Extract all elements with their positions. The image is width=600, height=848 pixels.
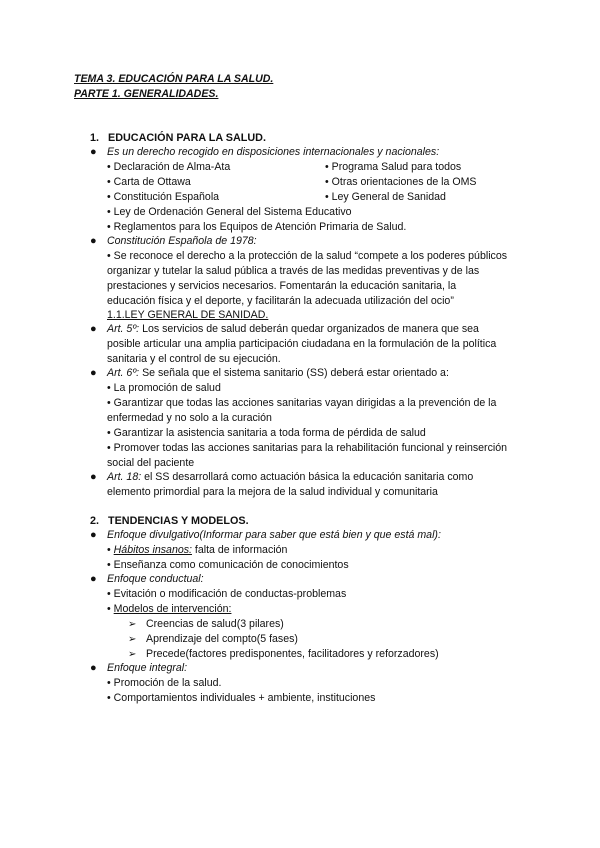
arrow-bullet-icon: ➢ [128,619,137,630]
list-item [107,602,231,617]
bullet-icon: ● [90,367,97,379]
intro-text: Es un derecho recogido en disposiciones internacionales y nacionales: [107,146,440,158]
paragraph-line: • Se reconoce el derecho a la protección de la salud “compete a los poderes públicos [107,250,508,262]
art5-label: Art. 5º: [107,323,140,335]
paragraph-line [107,470,473,485]
art18-label: Art. 18: [107,471,142,483]
document-title: TEMA 3. EDUCACIÓN PARA LA SALUD. [74,73,274,85]
bullet-icon: ● [90,323,97,335]
constitucion-label: Constitución Española de 1978: [107,235,257,247]
section-2-title: TENDENCIAS Y MODELOS. [108,515,249,527]
list-item: • Ley de Ordenación General del Sistema Educativo [107,206,352,218]
sub-bullet: • [107,544,114,556]
paragraph-line: prestaciones y servicios necesarios. Fomentarán la educación sanitaria, la [107,280,457,292]
paragraph-line: sanitaria y el control de su ejecución. [107,353,281,365]
paragraph-line: educación física y el deporte, y facilitarán la adecuada utilización del ocio” [107,295,454,307]
list-item: • Promoción de la salud. [107,677,222,689]
sub-bullet: • [107,603,114,615]
paragraph-line [107,366,449,381]
section-1-number: 1. [90,132,100,144]
list-item: • La promoción de salud [107,382,221,394]
list-item: • Constitución Española [107,191,220,203]
paragraph-line: enfermedad y no solo a la curación [107,412,272,424]
list-item: • Garantizar la asistencia sanitaria a toda forma de pérdida de salud [107,427,426,439]
divulgativo-label: Enfoque divulgativo(Informar para saber que está bien y que está mal): [107,529,441,541]
paragraph-line: social del paciente [107,457,195,469]
list-item: • Garantizar que todas las acciones sanitarias vayan dirigidas a la prevención de la [107,397,497,409]
list-item: • Promover todas las acciones sanitarias para la rehabilitación funcional y reinserción [107,442,508,454]
paragraph-line [107,322,479,337]
modelos-label: Modelos de intervención: [113,603,232,615]
list-item [107,543,287,558]
section-1-title: EDUCACIÓN PARA LA SALUD. [108,132,266,144]
arrow-bullet-icon: ➢ [128,634,137,645]
list-item: • Evitación o modificación de conductas-problemas [107,588,347,600]
bullet-icon: ● [90,471,97,483]
habitos-label: Hábitos insanos: [113,544,192,556]
bullet-icon: ● [90,529,97,541]
integral-label: Enfoque integral: [107,662,188,674]
art6-label: Art. 6º: [107,367,140,379]
ley-general-heading: 1.1.LEY GENERAL DE SANIDAD. [107,309,269,321]
list-item: Aprendizaje del compto(5 fases) [146,633,298,645]
conductual-label: Enfoque conductual: [107,573,204,585]
paragraph-line: elemento primordial para la mejora de la salud individual y comunitaria [107,486,438,498]
art6-text: Se señala que el sistema sanitario (SS) deberá estar orientado a: [139,367,449,379]
list-item: • Reglamentos para los Equipos de Atención Primaria de Salud. [107,221,407,233]
bullet-icon: ● [90,235,97,247]
paragraph-line: posible articular una amplia participación ciudadana en la formulación de la política [107,338,497,350]
list-item: • Ley General de Sanidad [325,191,446,203]
list-item: Precede(factores predisponentes, facilitadores y reforzadores) [146,648,439,660]
bullet-icon: ● [90,662,97,674]
arrow-bullet-icon: ➢ [128,649,137,660]
list-item: • Comportamientos individuales + ambiente, instituciones [107,692,376,704]
bullet-icon: ● [90,146,97,158]
list-item: • Carta de Ottawa [107,176,191,188]
document-subtitle: PARTE 1. GENERALIDADES. [74,88,219,100]
section-1-heading [90,131,266,146]
list-item: • Programa Salud para todos [325,161,462,173]
bullet-icon: ● [90,573,97,585]
habitos-text: falta de información [191,544,288,556]
art18-text: el SS desarrollará como actuación básica la educación sanitaria como [141,471,474,483]
list-item: • Otras orientaciones de la OMS [325,176,477,188]
section-2-number: 2. [90,515,100,527]
section-2-heading [90,514,249,529]
list-item: • Enseñanza como comunicación de conocimientos [107,559,349,571]
list-item: Creencias de salud(3 pilares) [146,618,284,630]
paragraph-line: organizar y tutelar la salud pública a través de las medidas preventivas y de las [107,265,480,277]
list-item: • Declaración de Alma-Ata [107,161,231,173]
art5-text: Los servicios de salud deberán quedar organizados de manera que sea [139,323,479,335]
